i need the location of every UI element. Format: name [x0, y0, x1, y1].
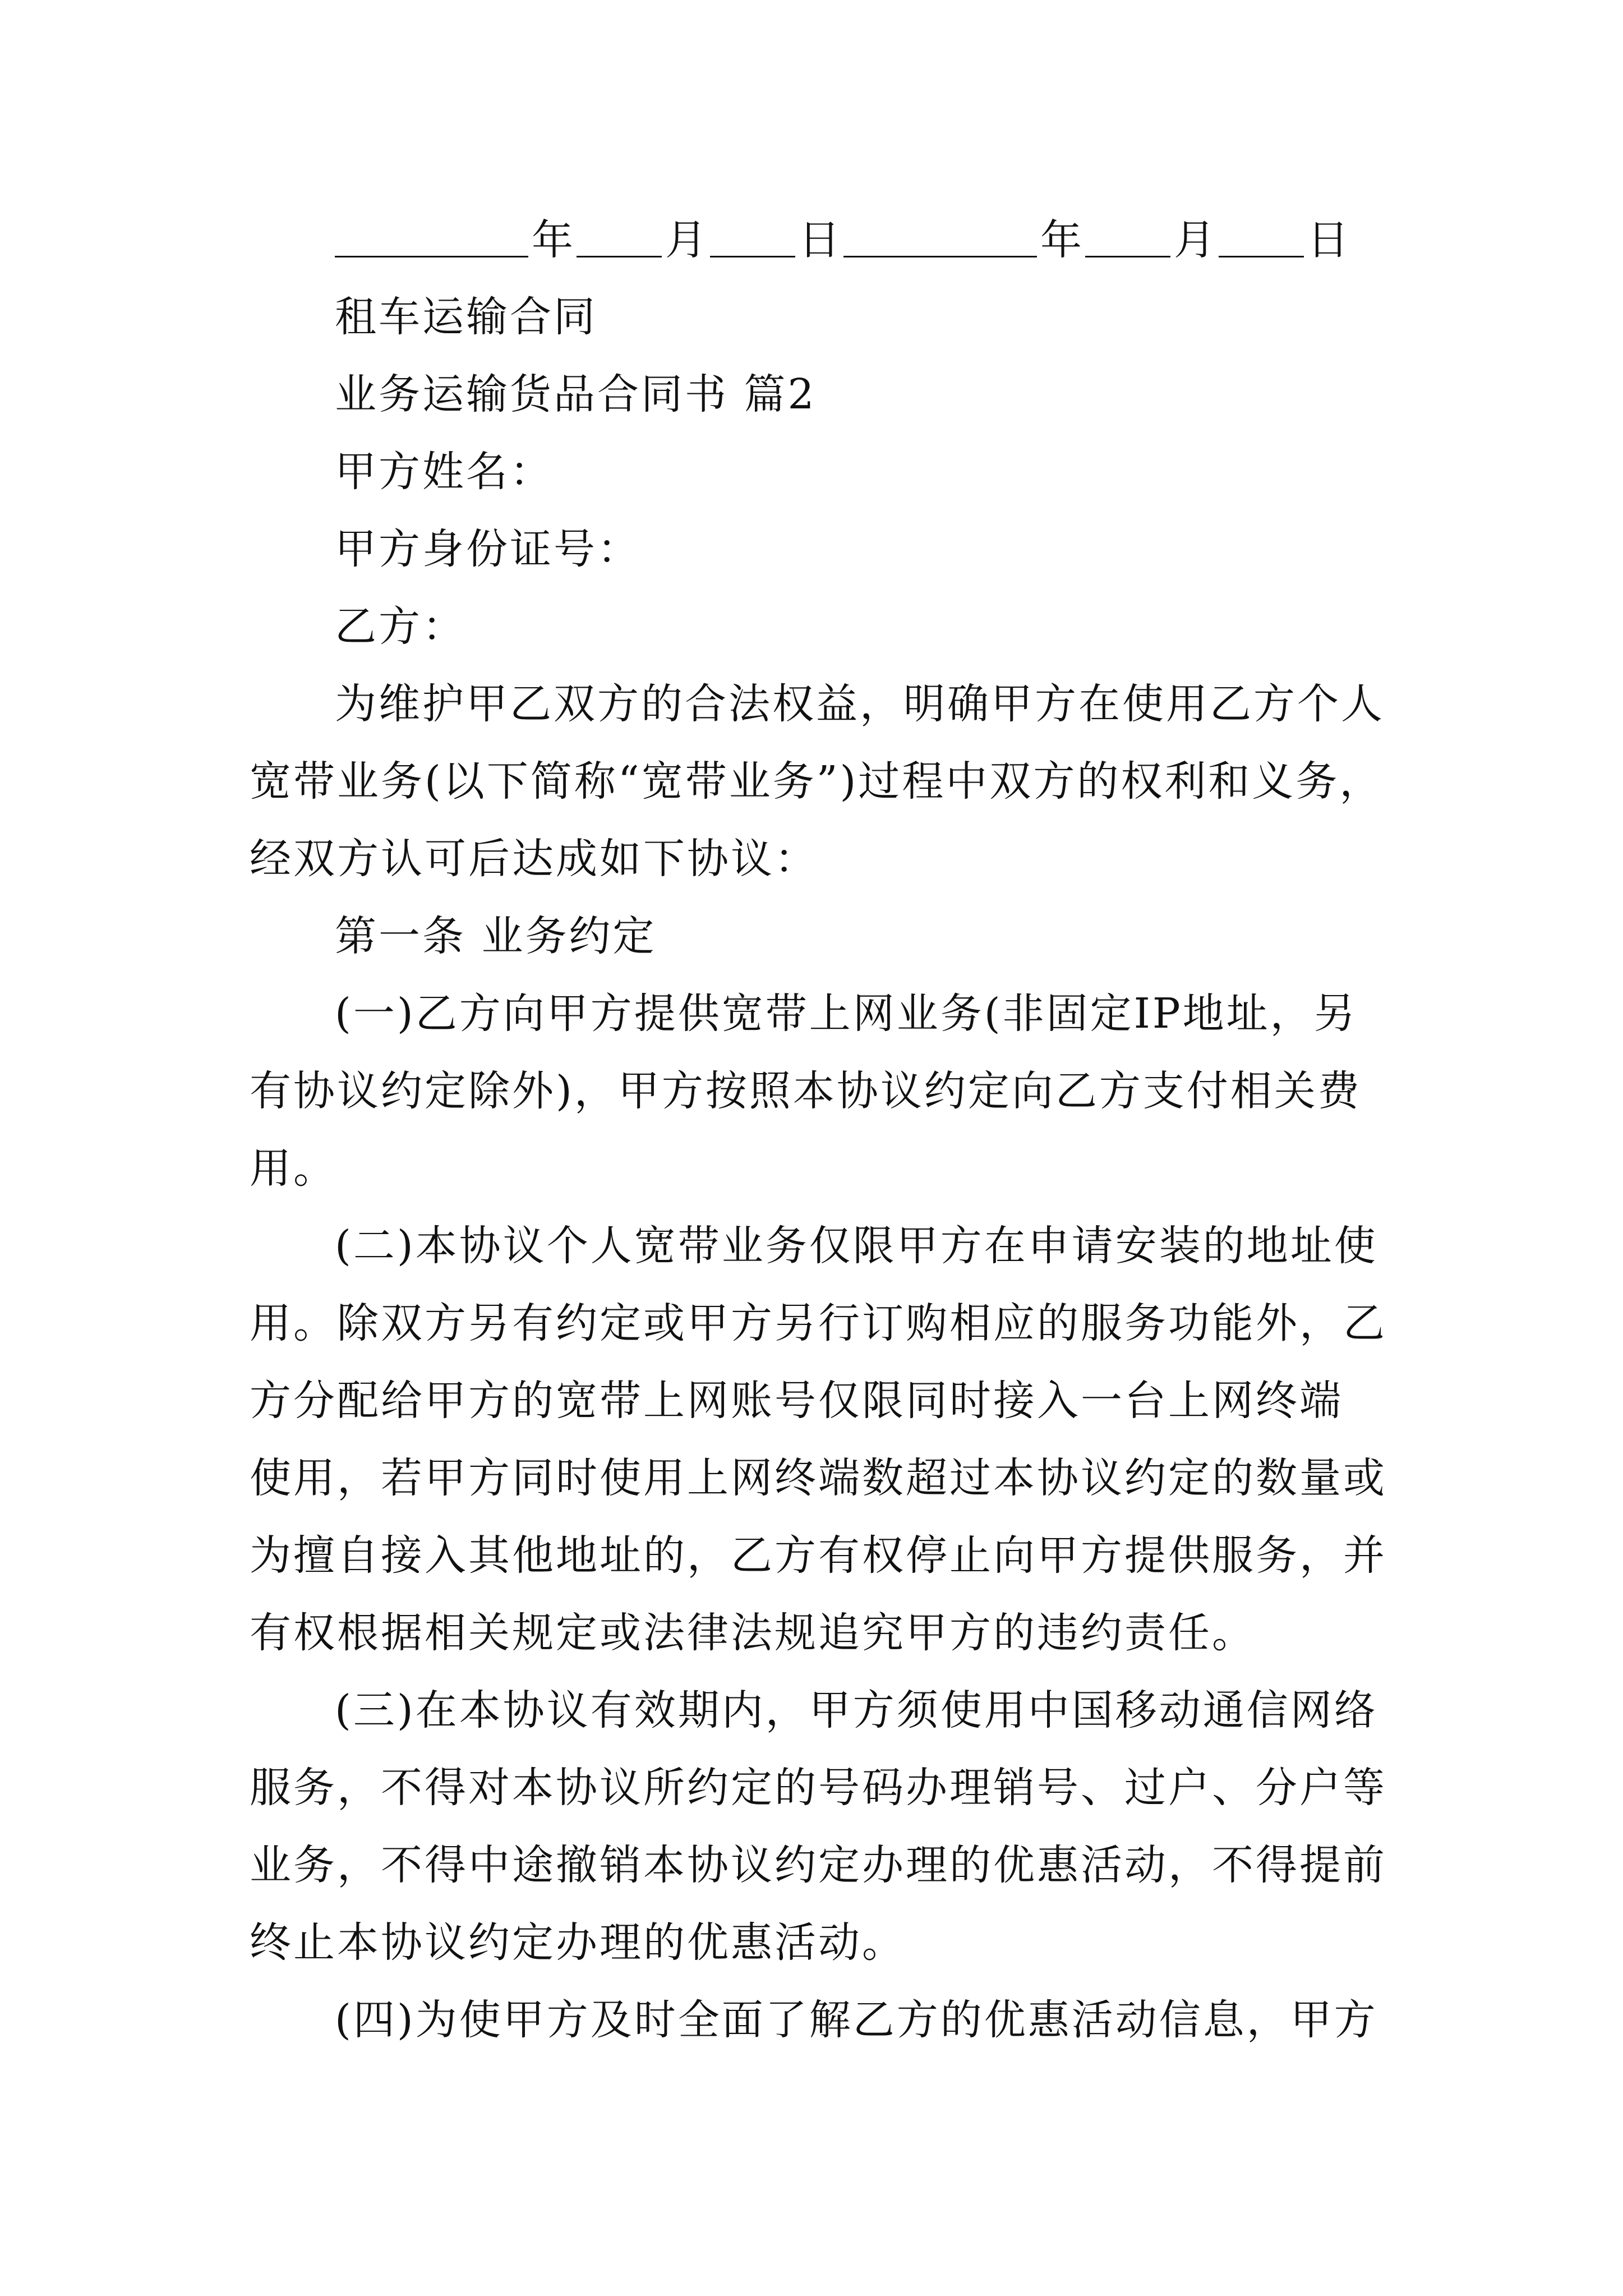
- party-a-name-label: 甲方姓名：: [335, 448, 554, 496]
- date-row: [335, 212, 1352, 268]
- clause-1-line: (一)乙方向甲方提供宽带上网业务(非固定IP地址，另: [335, 990, 1358, 1038]
- contract-title: 租车运输合同: [335, 293, 597, 341]
- preamble-line: 经双方认可后达成如下协议：: [250, 835, 818, 883]
- year-label-2: 年: [1040, 216, 1082, 264]
- clause-3-line: (三)在本协议有效期内，甲方须使用中国移动通信网络: [335, 1686, 1378, 1734]
- preamble-line: 为维护甲乙双方的合法权益，明确甲方在使用乙方个人: [335, 680, 1385, 728]
- clause-3-line: 服务，不得对本协议所约定的号码办理销号、过户、分户等: [250, 1764, 1387, 1812]
- day-blank-1[interactable]: [710, 212, 795, 257]
- preamble-line: 宽带业务(以下简称“宽带业务”)过程中双方的权利和义务，: [250, 757, 1384, 806]
- clause-1-line: 有协议约定除外)，甲方按照本协议约定向乙方支付相关费: [250, 1067, 1362, 1115]
- clause-4-line: (四)为使甲方及时全面了解乙方的优惠活动信息，甲方: [335, 1996, 1378, 2044]
- party-a-id-label: 甲方身份证号：: [335, 525, 641, 573]
- month-blank-1[interactable]: [577, 212, 662, 257]
- clause-1-line: 用。: [250, 1144, 337, 1193]
- month-label-2: 月: [1174, 216, 1215, 264]
- year-blank-1[interactable]: [335, 212, 528, 257]
- day-label-1: 日: [799, 216, 840, 264]
- month-label-1: 月: [665, 216, 707, 264]
- clause-3-line: 业务，不得中途撤销本协议约定办理的优惠活动，不得提前: [250, 1841, 1387, 1889]
- clause-2-line: 使用，若甲方同时使用上网终端数超过本协议约定的数量或: [250, 1454, 1387, 1502]
- section-heading: 业务运输货品合同书 篇2: [335, 370, 817, 418]
- clause-2-line: 为擅自接入其他地址的，乙方有权停止向甲方提供服务，并: [250, 1531, 1387, 1580]
- article-heading: 第一条 业务约定: [335, 912, 657, 960]
- clause-2-line: 用。除双方另有约定或甲方另行订购相应的服务功能外，乙: [250, 1299, 1387, 1347]
- year-blank-2[interactable]: [843, 212, 1037, 257]
- clause-3-line: 终止本协议约定办理的优惠活动。: [250, 1918, 906, 1967]
- clause-2-line: 方分配给甲方的宽带上网账号仅限同时接入一台上网终端: [250, 1377, 1343, 1425]
- party-b-label: 乙方：: [335, 602, 466, 651]
- clause-2-line: (二)本协议个人宽带业务仅限甲方在申请安装的地址使: [335, 1222, 1378, 1270]
- clause-2-line: 有权根据相关规定或法律法规追究甲方的违约责任。: [250, 1609, 1256, 1657]
- year-label-1: 年: [532, 216, 573, 264]
- month-blank-2[interactable]: [1085, 212, 1170, 257]
- day-blank-2[interactable]: [1219, 212, 1304, 257]
- day-label-2: 日: [1307, 216, 1349, 264]
